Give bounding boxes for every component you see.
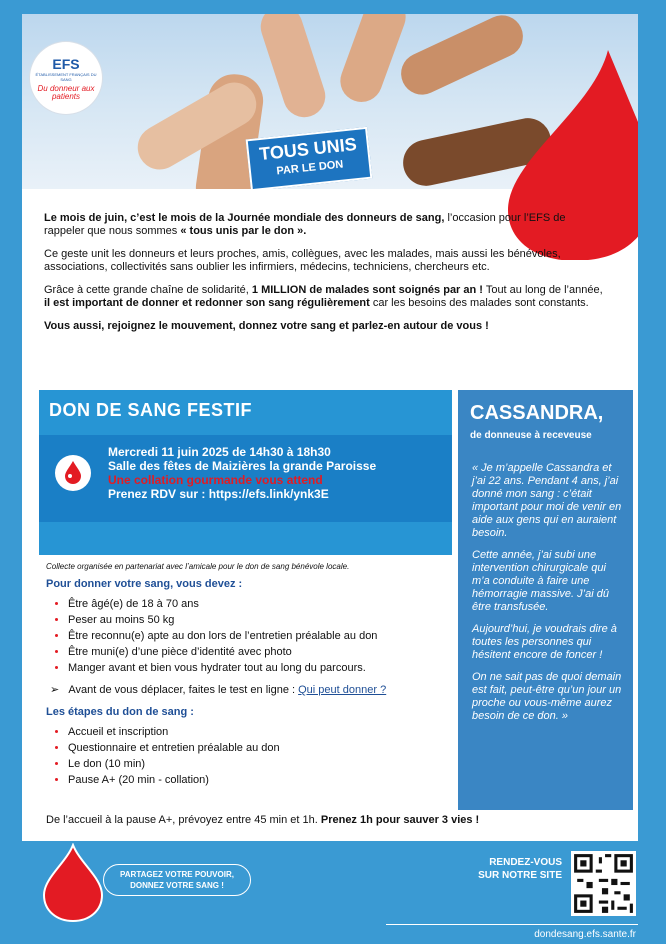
blood-drop-icon bbox=[38, 843, 108, 923]
intro-paragraph-2: Ce geste unit les donneurs et leurs proches, amis, collègues, avec les malades, mais aussi les bénévoles, associations, collectivités sans oublier les infirmiers, médecins, techniciens, chercheurs etc. bbox=[44, 248, 561, 273]
arm-illustration bbox=[334, 14, 411, 108]
logo-brand: EFS bbox=[52, 56, 80, 72]
intro-paragraph-1 bbox=[44, 212, 604, 238]
festive-rdv[interactable]: Prenez RDV sur : https://efs.link/ynk3E bbox=[108, 487, 329, 501]
arm-illustration bbox=[255, 14, 330, 123]
flyer-page bbox=[22, 14, 638, 841]
list-item: • Être reconnu(e) apte au don lors de l’entretien préalable au don bbox=[68, 629, 454, 643]
festive-title: DON DE SANG FESTIF bbox=[49, 400, 253, 420]
intro-p3-e: car les besoins des malades sont constants. bbox=[369, 297, 589, 309]
quote-paragraph-3: Aujourd’hui, je voudrais dire à toutes les personnes qui hésitent encore de foncer ! bbox=[472, 623, 617, 661]
bubble-line-1: PARTAGEZ VOTRE POUVOIR, bbox=[120, 870, 234, 879]
list-item: • Pause A+ (20 min - collation) bbox=[68, 773, 454, 787]
festive-donation-panel bbox=[39, 390, 452, 555]
rendezvous-text bbox=[464, 856, 562, 882]
logo-tagline: Du donneur aux patients bbox=[37, 84, 95, 101]
partnership-note: Collecte organisée en partenariat avec l’amicale pour le don de sang bénévole locale. bbox=[46, 562, 350, 571]
final-a: De l’accueil à la pause A+, prévoyez entre 45 min et 1h. bbox=[46, 814, 321, 826]
tous-unis-banner bbox=[246, 127, 373, 189]
intro-p1-bold2: « tous unis par le don ». bbox=[180, 225, 307, 237]
intro-p1-bold: Le mois de juin, c’est le mois de la Journée mondiale des donneurs de sang, bbox=[44, 212, 445, 224]
list-item: • Peser au moins 50 kg bbox=[68, 613, 454, 627]
intro-p3-d: il est important de donner et redonner son sang régulièrement bbox=[44, 297, 370, 309]
steps-list bbox=[46, 725, 454, 787]
quote-paragraph-2: Cette année, j’ai subi une intervention chirurgicale qui m’a conduite à faire une hémorragie massive. J’ai dû être transfusée. bbox=[472, 549, 609, 613]
online-test-line bbox=[50, 683, 454, 697]
intro-p1-rest: l’occasion pour l’EFS de rappeler que nous sommes bbox=[44, 212, 566, 237]
banner-line-1: TOUS UNIS bbox=[258, 134, 358, 165]
intro-p3-c: Tout au long de l’année, bbox=[482, 284, 603, 296]
final-b: Prenez 1h pour sauver 3 vies ! bbox=[320, 814, 480, 826]
requirements-list bbox=[46, 597, 454, 675]
banner-line-2: PAR LE DON bbox=[275, 158, 344, 178]
list-item: • Questionnaire et entretien préalable au don bbox=[68, 741, 454, 755]
festive-lines bbox=[108, 445, 376, 501]
quote-paragraph-1: « Je m’appelle Cassandra et j’ai 22 ans. Pendant 4 ans, j’ai donné mon sang : c’était important pour moi de venir en aide aux gens qui en auraient besoin. bbox=[472, 462, 622, 539]
cassandra-subtitle: de donneuse à receveuse bbox=[470, 430, 592, 441]
arrow-icon: ➢ bbox=[50, 684, 69, 696]
rdv-line-1: RENDEZ-VOUS bbox=[489, 857, 562, 868]
festive-snack: Une collation gourmande vous attend bbox=[108, 473, 323, 487]
steps-heading: Les étapes du don de sang : bbox=[46, 706, 194, 718]
festive-details bbox=[39, 435, 452, 522]
logo-name: ÉTABLISSEMENT FRANÇAIS DU SANG bbox=[35, 72, 97, 82]
cassandra-quote bbox=[472, 462, 622, 732]
qr-code[interactable] bbox=[571, 851, 636, 916]
list-item: • Le don (10 min) bbox=[68, 757, 454, 771]
festive-place: Salle des fêtes de Maizières la grande Paroisse bbox=[108, 459, 377, 473]
list-item: • Être âgé(e) de 18 à 70 ans bbox=[68, 597, 454, 611]
website-link[interactable]: dondesang.efs.sante.fr bbox=[534, 929, 636, 940]
online-test-link[interactable]: Qui peut donner ? bbox=[298, 684, 387, 696]
divider bbox=[386, 924, 638, 925]
intro-text bbox=[44, 212, 604, 343]
footer bbox=[0, 841, 666, 944]
quote-paragraph-4: On ne sait pas de quoi demain est fait, peut-être qu’un jour un proche ou vous-même aurez besoin de ce don. » bbox=[472, 671, 622, 722]
final-statement bbox=[46, 814, 479, 826]
online-test-text: Avant de vous déplacer, faites le test en ligne : bbox=[68, 684, 299, 696]
intro-paragraph-3 bbox=[44, 284, 604, 310]
share-bubble bbox=[103, 864, 251, 896]
festive-date: Mercredi 11 juin 2025 de 14h30 à 18h30 bbox=[108, 445, 331, 459]
location-pin-icon bbox=[55, 455, 91, 491]
list-item: • Manger avant et bien vous hydrater tout au long du parcours. bbox=[68, 661, 454, 675]
intro-paragraph-4: Vous aussi, rejoignez le mouvement, donnez votre sang et parlez-en autour de vous ! bbox=[44, 320, 489, 332]
efs-logo bbox=[30, 42, 102, 114]
list-item: • Être muni(e) d’une pièce d’identité avec photo bbox=[68, 645, 454, 659]
bubble-line-2: DONNEZ VOTRE SANG ! bbox=[130, 881, 224, 890]
cassandra-testimony bbox=[458, 390, 633, 810]
intro-p3-a: Grâce à cette grande chaîne de solidarité, bbox=[44, 284, 252, 296]
requirements-heading: Pour donner votre sang, vous devez : bbox=[46, 578, 243, 590]
requirements-section bbox=[46, 577, 454, 789]
list-item: • Accueil et inscription bbox=[68, 725, 454, 739]
rdv-line-2: SUR NOTRE SITE bbox=[478, 870, 562, 881]
intro-p3-b: 1 MILLION de malades sont soignés par an ! bbox=[251, 284, 483, 296]
cassandra-title: CASSANDRA, bbox=[470, 402, 604, 424]
